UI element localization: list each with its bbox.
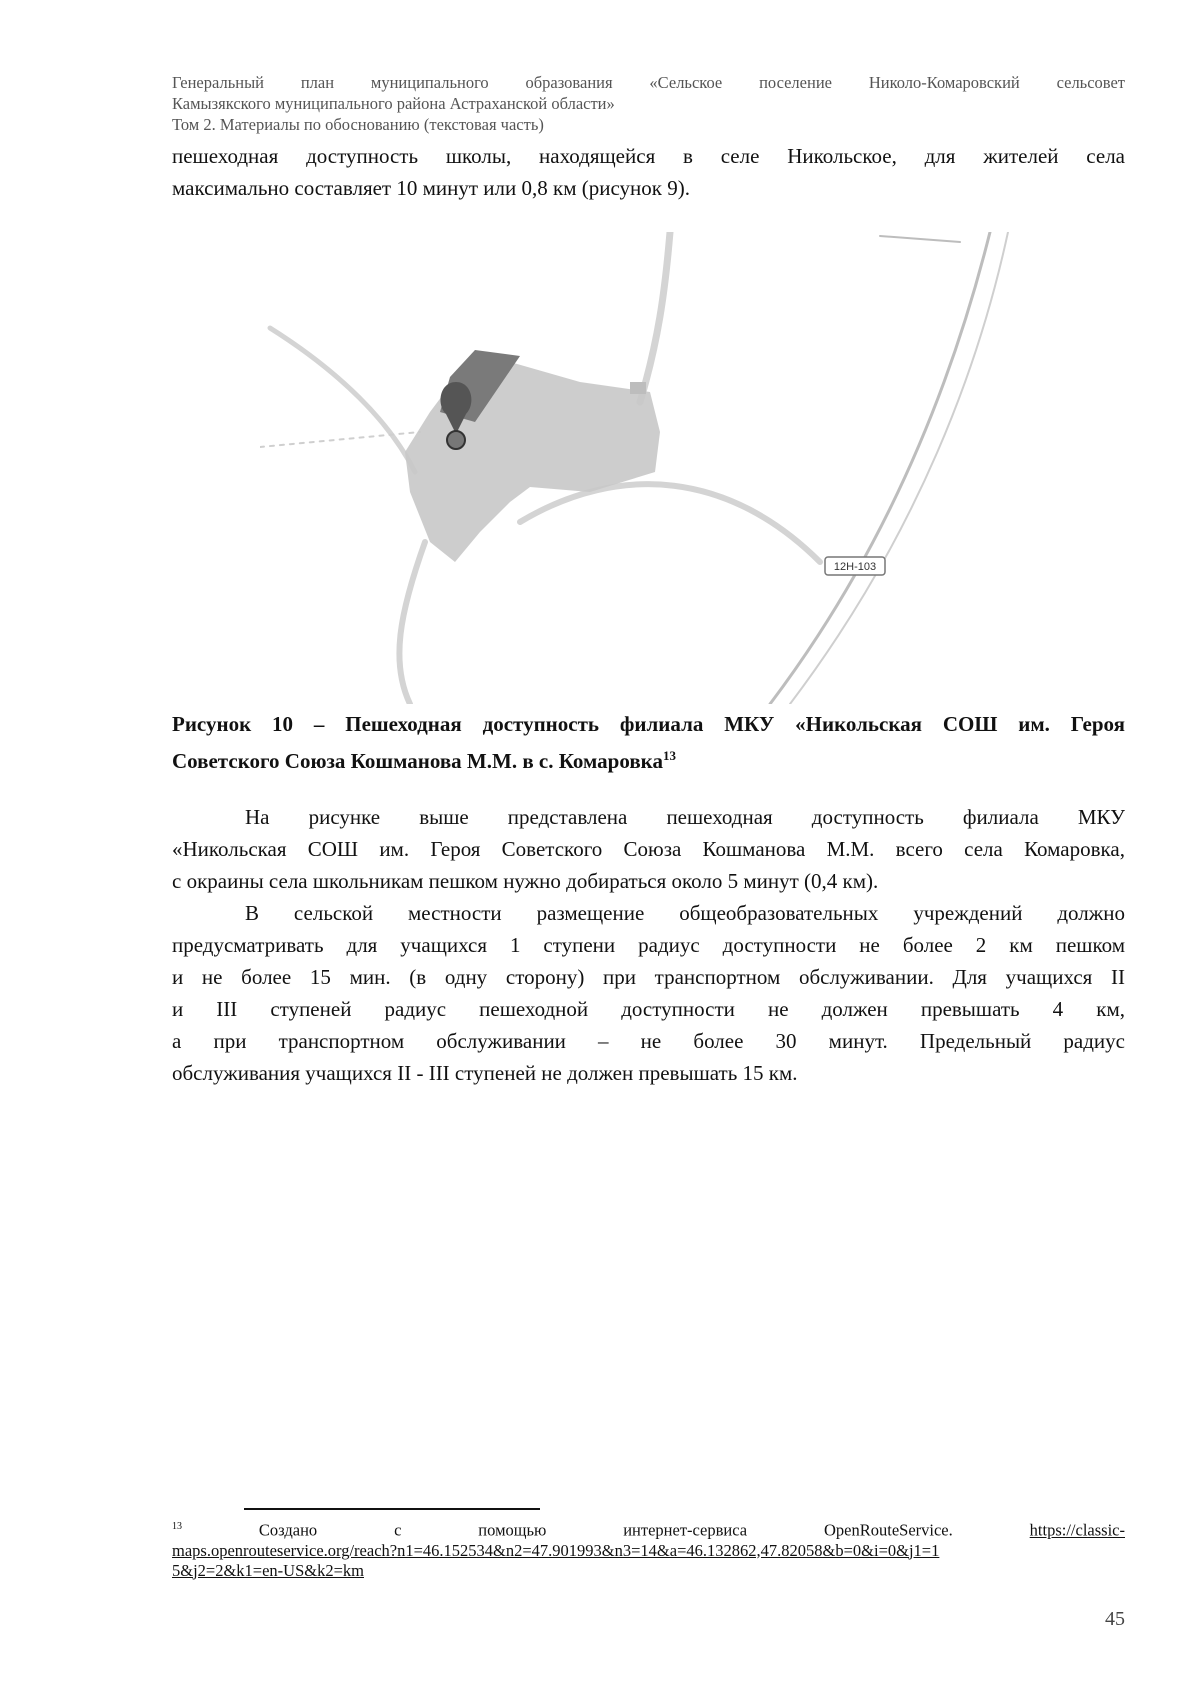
road-northwest <box>270 328 415 472</box>
footnote-link-part-1[interactable]: https://classic- <box>1029 1520 1125 1540</box>
road-southwest-curve <box>399 542 425 704</box>
p1-line-3: с окраины села школьникам пешком нужно добираться около 5 минут (0,4 км). <box>172 869 879 893</box>
caption-line-1: Рисунок 10 – Пешеходная доступность филиала МКУ «Никольская СОШ им. Героя <box>172 712 1125 736</box>
header-line-3: Том 2. Материалы по обоснованию (текстовая часть) <box>172 115 544 134</box>
footnote-separator <box>244 1508 540 1510</box>
p2-line-1: В сельской местности размещение общеобразовательных учреждений должно <box>245 901 1125 925</box>
page-number: 45 <box>1105 1608 1125 1630</box>
intro-line-2: максимально составляет 10 минут или 0,8 км (рисунок 9). <box>172 176 690 200</box>
walking-accessibility-map <box>260 232 1045 704</box>
p2-line-2: предусматривать для учащихся 1 ступени радиус доступности не более 2 км пешком <box>172 933 1125 957</box>
footnote-text: Создано с помощью интернет-сервиса OpenRouteService. <box>258 1520 953 1540</box>
p1-line-2: «Никольская СОШ им. Героя Советского Союза Кошманова М.М. всего села Комаровка, <box>172 837 1125 861</box>
road-highway-12n103 <box>770 232 990 704</box>
caption-line-2: Советского Союза Кошманова М.М. в с. Комаровка <box>172 749 663 773</box>
running-header <box>172 72 1125 135</box>
header-line-1: Генеральный план муниципального образования «Сельское поселение Николо-Комаровский сельсовет <box>172 73 1125 92</box>
intro-paragraph <box>172 140 1125 204</box>
footnote-line-2 <box>172 1541 1125 1561</box>
road-top-right <box>880 236 960 242</box>
p2-line-4: и III ступеней радиус пешеходной доступности не должен превышать 4 км, <box>172 997 1125 1021</box>
footnote-line-3 <box>172 1561 1125 1581</box>
road-north <box>640 232 670 402</box>
p2-line-5: а при транспортном обслуживании – не более 30 минут. Предельный радиус <box>172 1029 1125 1053</box>
footnote-line-1 <box>172 1517 1125 1541</box>
caption-line-2-wrap <box>172 740 1125 777</box>
road-label-12n103 <box>825 557 885 575</box>
isochrone-outer <box>405 352 660 562</box>
paragraph-2 <box>172 897 1125 1089</box>
caption-footnote-ref[interactable]: 13 <box>662 748 676 763</box>
p2-line-3: и не более 15 мин. (в одну сторону) при транспортном обслуживании. Для учащихся II <box>172 965 1125 989</box>
road-highway-parallel <box>790 232 1008 704</box>
footnote-number: 13 <box>172 1521 182 1532</box>
p1-line-1: На рисунке выше представлена пешеходная доступность филиала МКУ <box>245 805 1125 829</box>
footnote <box>172 1517 1125 1581</box>
road-label-text: 12Н-103 <box>833 561 877 573</box>
figure-caption <box>172 708 1125 777</box>
paragraph-1 <box>172 801 1125 897</box>
footnote-link-part-2[interactable]: maps.openrouteservice.org/reach?n1=46.152534&n2=47.901993&n3=14&a=46.132862,47.82058&b=0&i=0&j1=1 <box>172 1540 940 1560</box>
p2-line-6: обслуживания учащихся II - III ступеней не должен превышать 15 км. <box>172 1061 798 1085</box>
footnote-link-part-3[interactable]: 5&j2=2&k1=en-US&k2=km <box>172 1560 364 1580</box>
intro-line-1: пешеходная доступность школы, находящейся в селе Никольское, для жителей села <box>172 144 1125 168</box>
building-block <box>630 382 646 394</box>
road-east-curve <box>520 484 820 562</box>
header-line-2: Камызякского муниципального района Астраханской области» <box>172 94 615 113</box>
